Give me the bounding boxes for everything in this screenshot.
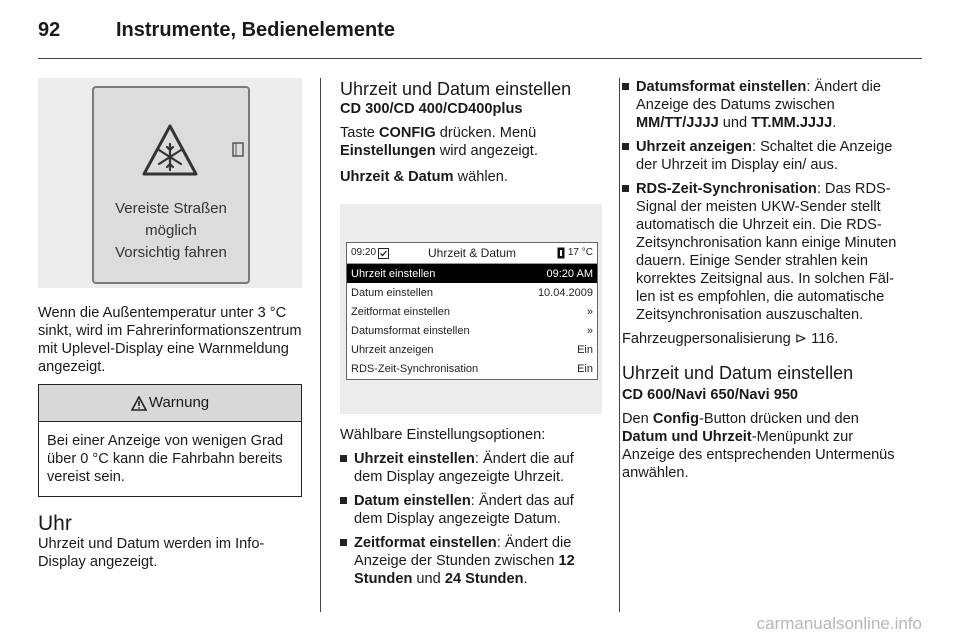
- book-icon: [232, 142, 246, 158]
- ice-warning-figure: [38, 78, 302, 288]
- display-row-rds-sync[interactable]: RDS-Zeit-Synchronisation Ein: [351, 362, 593, 375]
- column-1: [38, 78, 302, 571]
- page-number: 92: [38, 18, 61, 41]
- list-item: Datumsformat einstellen: Ändert die Anzeige des Datums zwischen MM/TT/JJJJ und TT.MM.JJJJ.: [622, 78, 908, 132]
- options-list-continued: [622, 78, 908, 324]
- list-item: Zeitformat einstellen: Ändert die Anzeige der Stunden zwischen 12 Stunden und 24 Stunden.: [340, 534, 602, 588]
- subheading-cd-models: CD 300/CD 400/CD400plus: [340, 101, 523, 117]
- display-row-uhrzeit-anzeigen[interactable]: Uhrzeit anzeigen Ein: [351, 343, 593, 356]
- column-2: [340, 78, 602, 594]
- warning-display-frame: [92, 86, 250, 284]
- options-list: [340, 450, 602, 588]
- reference-arrow-icon: ⊳: [794, 331, 808, 347]
- display-row-uhrzeit-einstellen[interactable]: Uhrzeit einstellen 09:20 AM: [347, 264, 597, 283]
- navi-paragraph: Den Config-Button drücken und den Datum und Uhrzeit-Menüpunkt zur Anzeige des entsprechenden Untermenüs anwählen.: [622, 411, 895, 481]
- config-paragraph: Taste CONFIG drücken. Menü Einstellungen wird angezeigt.: [340, 125, 538, 159]
- info-display-figure: [340, 204, 602, 414]
- watermark: carmanualsonline.info: [756, 614, 922, 633]
- warning-box-title: Warnung: [148, 394, 210, 411]
- display-temperature: 17 °C: [557, 244, 593, 262]
- list-item: Uhrzeit einstellen: Ändert die auf dem Display angezeigte Uhrzeit.: [340, 450, 602, 486]
- page-header: [38, 14, 395, 46]
- display-row-datumsformat[interactable]: Datumsformat einstellen »: [351, 324, 593, 337]
- subheading-navi-models: CD 600/Navi 650/Navi 950: [622, 387, 799, 403]
- display-time: 09:20: [351, 247, 377, 258]
- header-rule: [38, 58, 922, 59]
- column-divider-2: [619, 78, 620, 612]
- section-heading-clock-navi: Uhrzeit und Datum einstellen: [622, 363, 854, 383]
- list-item: Datum einstellen: Ändert das auf dem Display angezeigte Datum.: [340, 492, 602, 528]
- intro-paragraph: Wenn die Außentemperatur unter 3 °C sinkt, wird im Fahrerinformationszentrum mit Uplevel-Display eine Warnmeldung angezeigt.: [38, 305, 302, 375]
- page-title: Instrumente, Bedienelemente: [116, 18, 395, 41]
- warning-line-2: möglich: [145, 222, 197, 239]
- list-item: RDS-Zeit-Synchronisation: Das RDS-Signal der meisten UKW-Sender stellt automatisch die Uhrzeit ein. Die RDS-Zeitsynchronisation kann einige Minuten dauern. Einige Sender strahlen kein korrektes Zeitsignal aus. In solchen Fällen ist es empfohlen, die automatische Zeitsynchronisation auszuschalten.: [622, 180, 908, 324]
- section-heading-uhr: Uhr: [38, 512, 72, 535]
- options-intro: Wählbare Einstellungsoptionen:: [340, 427, 546, 443]
- warning-box: [38, 384, 302, 497]
- warning-line-3: Vorsichtig fahren: [115, 244, 227, 261]
- uhr-paragraph: Uhrzeit und Datum werden im Info-Display angezeigt.: [38, 536, 265, 570]
- display-row-datum-einstellen[interactable]: Datum einstellen 10.04.2009: [351, 286, 593, 299]
- info-display: [346, 242, 598, 380]
- warning-display-text: [94, 198, 248, 264]
- column-divider-1: [320, 78, 321, 612]
- section-heading-clock-cd: Uhrzeit und Datum einstellen: [340, 79, 572, 99]
- display-row-zeitformat[interactable]: Zeitformat einstellen »: [351, 305, 593, 318]
- warning-triangle-icon: [131, 396, 147, 411]
- cross-reference[interactable]: Fahrzeugpersonalisierung ⊳ 116.: [622, 331, 839, 347]
- list-item: Uhrzeit anzeigen: Schaltet die Anzeige der Uhrzeit im Display ein/ aus.: [622, 138, 908, 174]
- warning-box-header: [39, 385, 301, 422]
- column-3: [622, 78, 908, 482]
- select-paragraph: Uhrzeit & Datum wählen.: [340, 169, 508, 185]
- display-title: Uhrzeit & Datum: [427, 246, 517, 260]
- warning-line-1: Vereiste Straßen: [115, 200, 227, 217]
- warning-box-body: Bei einer Anzeige von wenigen Grad über 0 °C kann die Fahrbahn bereits vereist sein.: [47, 433, 284, 485]
- snowflake-warning-icon: [140, 122, 200, 182]
- display-header: [347, 243, 597, 264]
